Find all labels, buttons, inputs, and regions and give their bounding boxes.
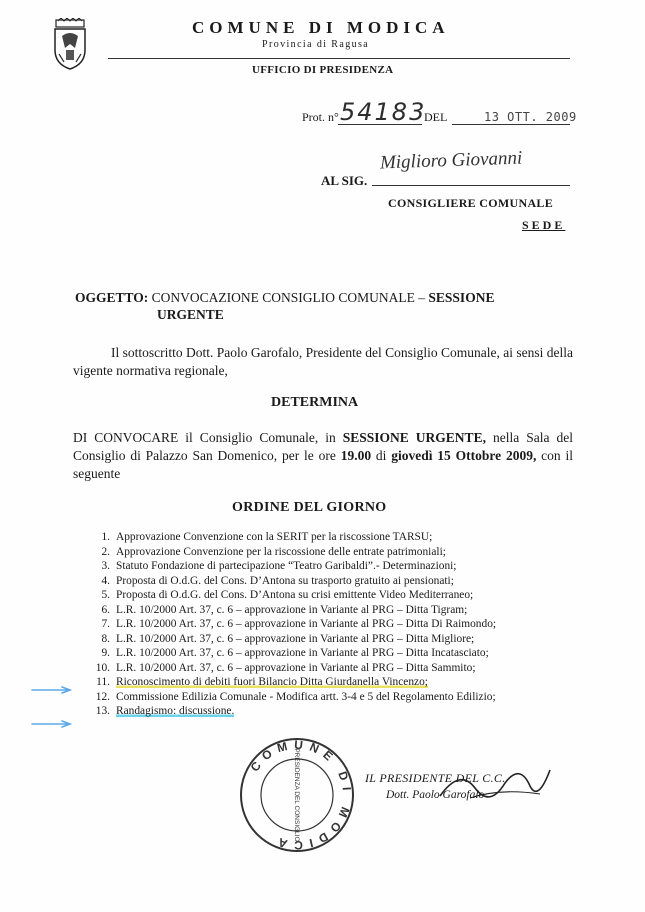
agenda-item-text: Randagismo: discussione. xyxy=(116,705,235,717)
conv-part: di xyxy=(371,448,392,463)
agenda-item-highlighted xyxy=(90,675,590,690)
agenda-item-number: 8. xyxy=(101,632,110,645)
signature-name: Dott. Paolo Garofalo xyxy=(386,789,485,801)
agenda-item-text: Statuto Fondazione di partecipazione “Teatro Garibaldi”.- Determinazioni; xyxy=(116,560,457,572)
subject-label: OGGETTO: xyxy=(75,290,149,305)
agenda-item-number: 6. xyxy=(101,603,110,616)
recipient-role: CONSIGLIERE COMUNALE xyxy=(388,196,554,210)
agenda-item xyxy=(90,617,590,632)
subject-text: CONVOCAZIONE CONSIGLIO COMUNALE – xyxy=(151,290,426,305)
agenda-list xyxy=(90,530,590,719)
agenda-item xyxy=(90,588,590,603)
subject-bold-urgent: URGENTE xyxy=(157,307,224,322)
recipient-label: AL SIG. xyxy=(321,173,368,188)
recipient-name-handwritten: Miglioro Giovanni xyxy=(379,147,523,174)
agenda-item-number: 10. xyxy=(95,661,110,674)
agenda-item-text: Proposta di O.d.G. del Cons. D’Antona su crisi emittente Video Mediterraneo; xyxy=(116,589,474,601)
agenda-item xyxy=(90,690,590,705)
conv-bold-session: SESSIONE URGENTE, xyxy=(342,430,486,445)
office-name: UFFICIO DI PRESIDENZA xyxy=(252,64,394,76)
agenda-item-number: 1. xyxy=(101,531,110,543)
date-underline xyxy=(452,124,570,125)
subject-bold-session: SESSIONE xyxy=(428,290,495,305)
agenda-item xyxy=(90,545,590,560)
agenda-item xyxy=(90,574,590,589)
agenda-item-number: 11. xyxy=(96,676,110,688)
conv-part: DI CONVOCARE il Consiglio Comunale, in xyxy=(73,430,343,445)
arrow-right-icon xyxy=(30,720,74,728)
header-divider xyxy=(108,58,570,59)
agenda-item xyxy=(90,632,590,647)
agenda-item-text: Riconoscimento di debiti fuori Bilancio Ditta Giurdanella Vincenzo; xyxy=(116,676,428,688)
convocation-paragraph xyxy=(73,429,573,483)
agenda-item xyxy=(90,559,590,574)
agenda-item-number: 3. xyxy=(101,560,110,572)
agenda-title: ORDINE DEL GIORNO xyxy=(232,500,387,515)
agenda-item xyxy=(90,646,590,661)
conv-bold-date: giovedì 15 Ottobre 2009, xyxy=(391,448,537,463)
agenda-item-text: L.R. 10/2000 Art. 37, c. 6 – approvazione in Variante al PRG – Ditta Tigram; xyxy=(116,603,468,616)
conv-part: nella Sala del Consiglio di Palazzo San Domenico, per le ore xyxy=(73,430,573,463)
agenda-item-number: 4. xyxy=(101,574,110,587)
date-stamp: 13 OTT. 2009 xyxy=(484,110,577,124)
agenda-item-text: Commissione Edilizia Comunale - Modifica artt. 3-4 e 5 del Regolamento Edilizio; xyxy=(116,690,496,703)
recipient-sede: SEDE xyxy=(522,218,566,232)
protocol-underline xyxy=(338,124,422,125)
official-stamp-icon xyxy=(237,735,357,855)
stamp-center-text: PRESIDENZA DEL CONSIGLIO xyxy=(293,748,300,842)
conv-part: con il seguente xyxy=(73,448,573,481)
determina-heading: DETERMINA xyxy=(271,395,359,410)
agenda-item-number: 13. xyxy=(95,705,110,717)
agenda-item-number: 5. xyxy=(101,589,110,601)
subject-line xyxy=(75,289,575,307)
agenda-item-text: L.R. 10/2000 Art. 37, c. 6 – approvazione in Variante al PRG – Ditta Incatasciato; xyxy=(116,647,489,659)
agenda-item-text: Approvazione Convenzione con la SERIT per la riscossione TARSU; xyxy=(116,531,433,543)
agenda-item-number: 9. xyxy=(101,647,110,659)
conv-bold-time: 19.00 xyxy=(340,448,372,463)
recipient-underline xyxy=(372,185,570,186)
agenda-item xyxy=(90,661,590,676)
organization-name: COMUNE DI MODICA xyxy=(192,18,450,37)
agenda-item xyxy=(90,603,590,618)
agenda-item-number: 7. xyxy=(101,618,110,630)
agenda-item xyxy=(90,530,590,545)
agenda-item-text: L.R. 10/2000 Art. 37, c. 6 – approvazione in Variante al PRG – Ditta Migliore; xyxy=(116,632,475,645)
arrow-right-icon xyxy=(30,686,74,694)
agenda-item-number: 12. xyxy=(95,690,110,703)
agenda-item-highlighted xyxy=(90,704,590,719)
municipal-crest-icon xyxy=(50,18,90,70)
agenda-item-text: Proposta di O.d.G. del Cons. D’Antona su trasporto gratuito ai pensionati; xyxy=(116,574,454,587)
handwritten-signature-icon xyxy=(430,758,560,808)
date-label: DEL xyxy=(424,110,448,124)
province-label: Provincia di Ragusa xyxy=(262,39,370,50)
protocol-number: 54183 xyxy=(340,98,427,126)
agenda-item-number: 2. xyxy=(101,545,110,558)
agenda-item-text: L.R. 10/2000 Art. 37, c. 6 – approvazione in Variante al PRG – Ditta Di Raimondo; xyxy=(116,618,497,630)
agenda-item-text: Approvazione Convenzione per la riscossione delle entrate patrimoniali; xyxy=(116,545,446,558)
stamp-ring-text: COMUNE DI MODICA xyxy=(247,737,355,853)
signature-title: IL PRESIDENTE DEL C.C. xyxy=(365,771,506,785)
protocol-label: Prot. n° xyxy=(302,110,339,124)
agenda-item-text: L.R. 10/2000 Art. 37, c. 6 – approvazione in Variante al PRG – Ditta Sammito; xyxy=(116,661,476,674)
intro-paragraph: Il sottoscritto Dott. Paolo Garofalo, Presidente del Consiglio Comunale, ai sensi della vigente normativa regionale, xyxy=(73,345,573,378)
